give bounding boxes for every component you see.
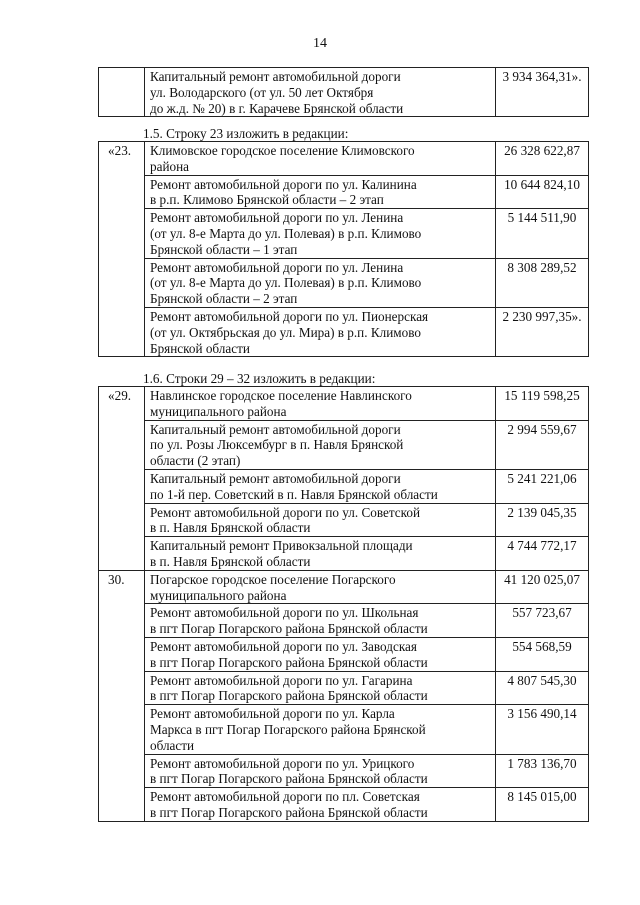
table-row (99, 420, 589, 469)
item-name-line: Навлинское городское поселение Навлинского (150, 388, 412, 403)
item-name-line: Капитальный ремонт Привокзальной площади (150, 538, 413, 554)
amount-cell: 15 119 598,25 (496, 387, 589, 421)
amount-cell: 8 145 015,00 (496, 788, 589, 822)
item-name-line: Ремонт автомобильной дороги по ул. Ленина (150, 259, 404, 275)
row-number-cell (99, 604, 145, 638)
row-number-cell (99, 754, 145, 788)
table-row (99, 537, 589, 571)
item-name-line: Ремонт автомобильной дороги по ул. Карла (150, 706, 395, 722)
item-name-cell (145, 788, 496, 822)
item-name-line: Ремонт автомобильной дороги по ул. Ленина (150, 210, 404, 226)
item-name-line: Ремонт автомобильной дороги по ул. Советской (150, 504, 421, 520)
table-row (99, 307, 589, 356)
item-name-cell (145, 469, 496, 503)
amount-cell: 8 308 289,52 (496, 258, 589, 307)
table-row (99, 754, 589, 788)
budget-table (98, 67, 589, 117)
item-name-line: (от ул. 8-е Марта до ул. Полевая) в р.п. Климово (150, 275, 422, 291)
table-row (99, 503, 589, 537)
amount-cell: 10 644 824,10 (496, 175, 589, 209)
row-number-cell: «29. (99, 387, 145, 421)
row-number-cell (99, 420, 145, 469)
item-name-line: Брянской области – 1 этап (150, 241, 298, 257)
item-name-cell (145, 175, 496, 209)
item-name-line: в р.п. Климово Брянской области – 2 этап (150, 192, 384, 208)
item-name-cell (145, 387, 496, 421)
row-number-cell (99, 537, 145, 571)
budget-table (98, 141, 589, 357)
item-name-line: в пгт Погар Погарского района Брянской области (150, 688, 428, 704)
table-row (99, 175, 589, 209)
amount-cell: 2 139 045,35 (496, 503, 589, 537)
item-name-line: ул. Володарского (от ул. 50 лет Октября (150, 84, 374, 100)
item-name-line: в п. Навля Брянской области (150, 520, 311, 536)
item-name-line: Ремонт автомобильной дороги по ул. Школьная (150, 605, 419, 621)
row-number-cell (99, 68, 145, 117)
row-number-cell (99, 637, 145, 671)
row-number-cell (99, 705, 145, 754)
item-name-line: муниципального района (150, 587, 287, 603)
item-name-cell (145, 705, 496, 754)
amount-cell: 1 783 136,70 (496, 754, 589, 788)
table-row (99, 788, 589, 822)
item-name-cell (145, 68, 496, 117)
item-name-line: по ул. Розы Люксембург в п. Навля Брянской (150, 437, 404, 453)
amount-cell: 4 807 545,30 (496, 671, 589, 705)
row-number-cell (99, 788, 145, 822)
amount-cell: 5 241 221,06 (496, 469, 589, 503)
item-name-line: по 1-й пер. Советский в п. Навля Брянской области (150, 486, 438, 502)
item-name-cell (145, 604, 496, 638)
row-number-cell (99, 307, 145, 356)
item-name-line: в пгт Погар Погарского района Брянской области (150, 654, 428, 670)
item-name-cell (145, 209, 496, 258)
table-row (99, 671, 589, 705)
amount-cell: 557 723,67 (496, 604, 589, 638)
item-name-cell (145, 420, 496, 469)
amendment-table-continued (98, 67, 589, 117)
item-name-cell (145, 570, 496, 604)
amount-cell: 2 230 997,35». (496, 307, 589, 356)
table-row (99, 258, 589, 307)
item-name-line: области (2 этап) (150, 453, 241, 469)
row-number-cell (99, 671, 145, 705)
amount-cell: 554 568,59 (496, 637, 589, 671)
row-number-cell: 30. (99, 570, 145, 604)
item-name-line: Ремонт автомобильной дороги по ул. Пионерская (150, 308, 429, 324)
table-row (99, 570, 589, 604)
amount-cell: 41 120 025,07 (496, 570, 589, 604)
item-name-line: Капитальный ремонт автомобильной дороги (150, 69, 401, 84)
table-row (99, 68, 589, 117)
amount-cell: 3 934 364,31». (496, 68, 589, 117)
item-name-line: муниципального района (150, 403, 287, 419)
item-name-cell (145, 307, 496, 356)
item-name-line: до ж.д. № 20) в г. Карачеве Брянской области (150, 100, 404, 116)
item-name-line: Брянской области (150, 340, 250, 356)
item-name-cell (145, 537, 496, 571)
item-name-cell (145, 503, 496, 537)
table-row (99, 387, 589, 421)
item-name-line: района (150, 158, 190, 174)
page-number: 14 (313, 36, 327, 51)
item-name-line: в пгт Погар Погарского района Брянской области (150, 621, 428, 637)
amendment-table-rows-29-32 (98, 386, 589, 822)
row-number-cell (99, 503, 145, 537)
amendment-table-row-23 (98, 141, 589, 357)
item-name-line: Климовское городское поселение Климовского (150, 143, 415, 158)
item-name-cell (145, 258, 496, 307)
item-name-cell (145, 142, 496, 176)
table-row (99, 604, 589, 638)
table-row (99, 637, 589, 671)
instruction-rows-29-32: 1.6. Строки 29 – 32 изложить в редакции: (143, 371, 376, 386)
item-name-line: в пгт Погар Погарского района Брянской области (150, 771, 428, 787)
item-name-line: Ремонт автомобильной дороги по пл. Советская (150, 789, 420, 805)
item-name-cell (145, 754, 496, 788)
item-name-line: Капитальный ремонт автомобильной дороги (150, 470, 401, 486)
table-row (99, 469, 589, 503)
amount-cell: 26 328 622,87 (496, 142, 589, 176)
table-row (99, 705, 589, 754)
row-number-cell: «23. (99, 142, 145, 176)
instruction-row-23: 1.5. Строку 23 изложить в редакции: (143, 126, 349, 141)
item-name-line: Брянской области – 2 этап (150, 291, 298, 307)
budget-table (98, 386, 589, 822)
amount-cell: 5 144 511,90 (496, 209, 589, 258)
item-name-line: Ремонт автомобильной дороги по ул. Гагарина (150, 672, 413, 688)
item-name-cell (145, 637, 496, 671)
amount-cell: 2 994 559,67 (496, 420, 589, 469)
row-number-cell (99, 469, 145, 503)
item-name-line: Погарское городское поселение Погарского (150, 571, 396, 587)
item-name-line: Капитальный ремонт автомобильной дороги (150, 421, 401, 437)
row-number-cell (99, 209, 145, 258)
item-name-line: в пгт Погар Погарского района Брянской области (150, 804, 428, 820)
amount-cell: 3 156 490,14 (496, 705, 589, 754)
item-name-line: Ремонт автомобильной дороги по ул. Калинина (150, 176, 417, 192)
item-name-cell (145, 671, 496, 705)
row-number-cell (99, 175, 145, 209)
item-name-line: Ремонт автомобильной дороги по ул. Заводская (150, 638, 417, 654)
item-name-line: Ремонт автомобильной дороги по ул. Урицкого (150, 755, 415, 771)
table-row (99, 142, 589, 176)
item-name-line: в п. Навля Брянской области (150, 553, 311, 569)
table-row (99, 209, 589, 258)
row-number-cell (99, 258, 145, 307)
item-name-line: (от ул. 8-е Марта до ул. Полевая) в р.п. Климово (150, 225, 422, 241)
amount-cell: 4 744 772,17 (496, 537, 589, 571)
item-name-line: Маркса в пгт Погар Погарского района Брянской (150, 721, 426, 737)
item-name-line: области (150, 737, 195, 753)
item-name-line: (от ул. Октябрьская до ул. Мира) в р.п. Климово (150, 324, 421, 340)
